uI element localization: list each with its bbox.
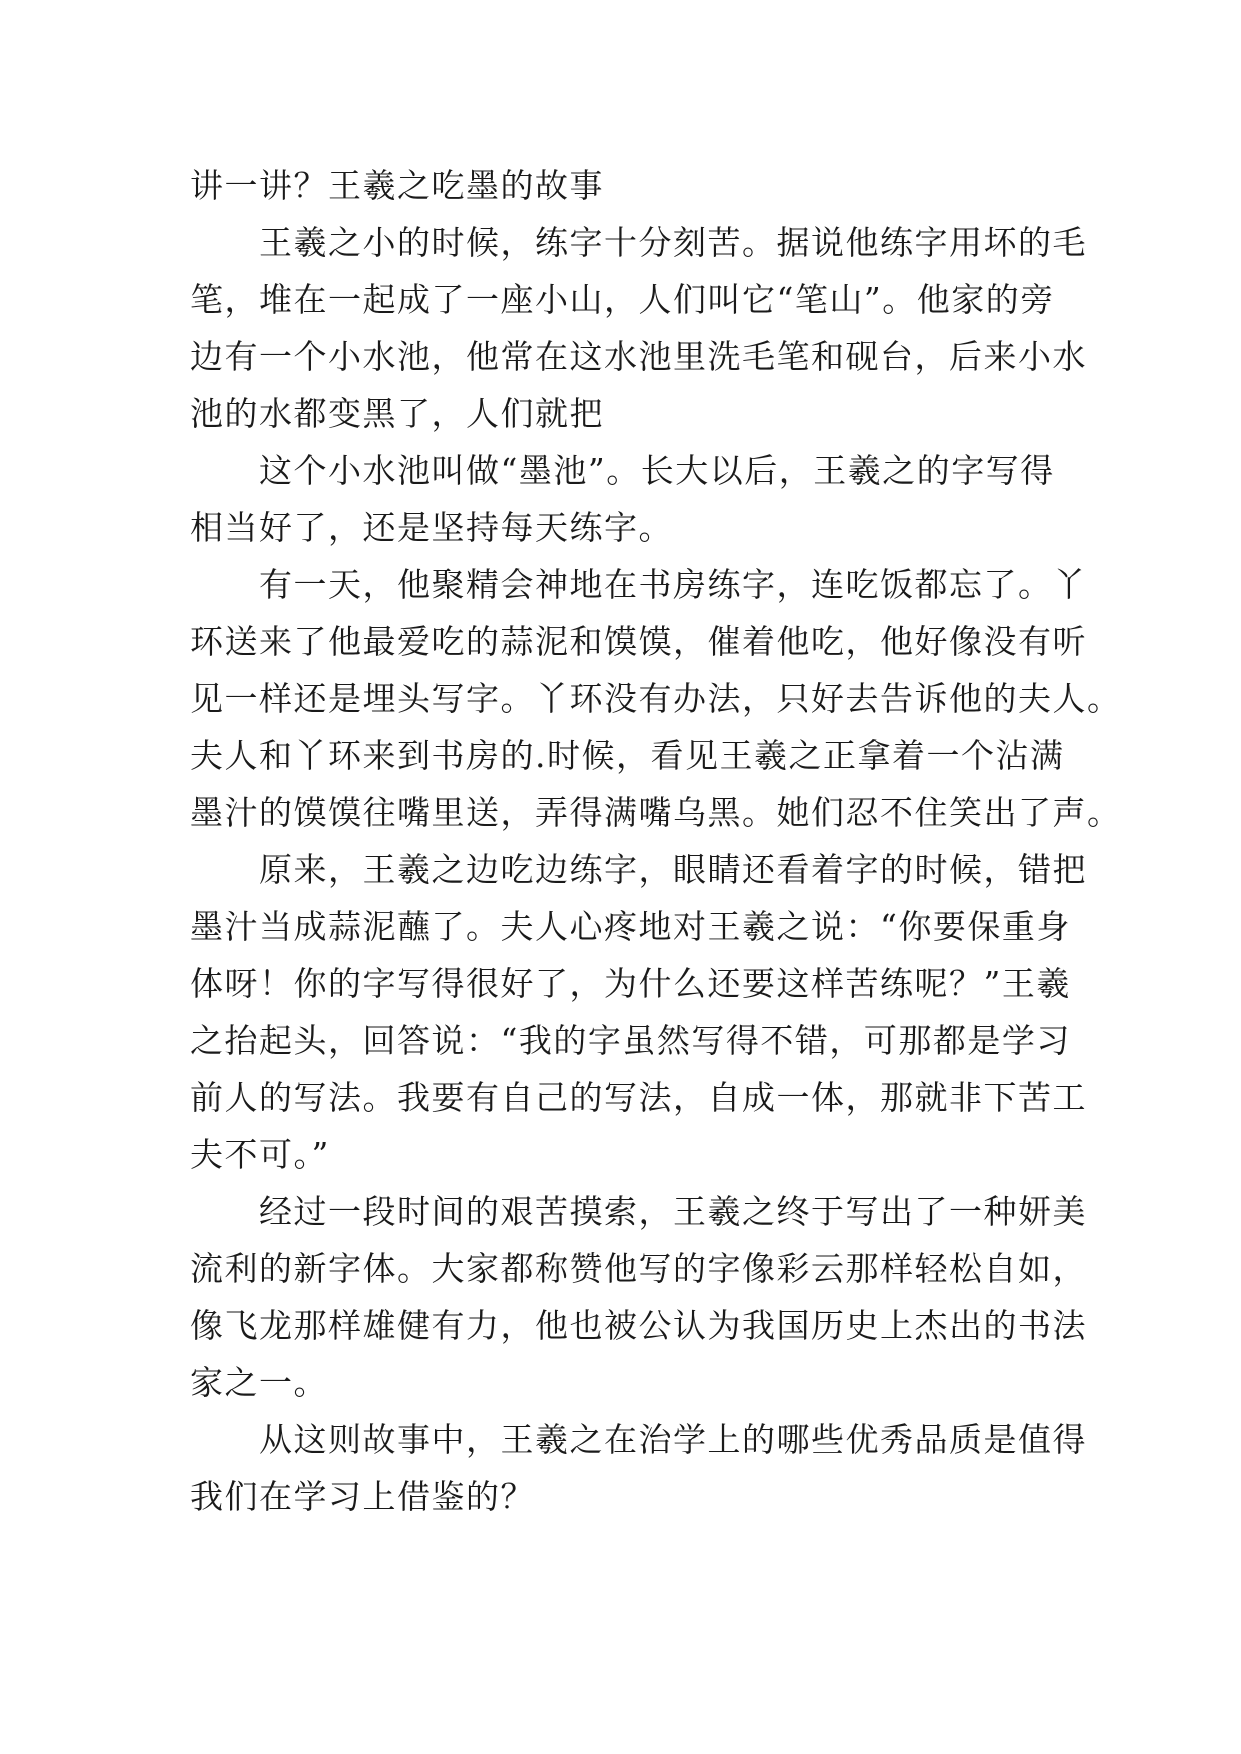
paragraph-line: 环送来了他最爱吃的蒜泥和馍馍，催着他吃，他好像没有听: [190, 622, 1087, 661]
paragraph-line: 体呀！你的字写得很好了，为什么还要这样苦练呢？”王羲: [190, 964, 1071, 1003]
paragraph-line: 经过一段时间的艰苦摸索，王羲之终于写出了一种妍美: [190, 1192, 1087, 1231]
paragraph-line: 家之一。: [190, 1363, 328, 1402]
paragraph-line: 墨汁当成蒜泥蘸了。夫人心疼地对王羲之说：“你要保重身: [190, 907, 1071, 946]
document-body: [190, 157, 1122, 1525]
paragraph-line: 之抬起头，回答说：“我的字虽然写得不错，可那都是学习: [190, 1021, 1071, 1060]
paragraph-line: 前人的写法。我要有自己的写法，自成一体，那就非下苦工: [190, 1078, 1087, 1117]
question-line: 从这则故事中，王羲之在治学上的哪些优秀品质是值得: [190, 1420, 1087, 1459]
question-line: 我们在学习上借鉴的？: [190, 1477, 535, 1516]
paragraph-line: 像飞龙那样雄健有力，他也被公认为我国历史上杰出的书法: [190, 1306, 1087, 1345]
paragraph-line: 流利的新字体。大家都称赞他写的字像彩云那样轻松自如，: [190, 1249, 1087, 1288]
paragraph-line: 相当好了，还是坚持每天练字。: [190, 508, 673, 547]
paragraph-line: 见一样还是埋头写字。丫环没有办法，只好去告诉他的夫人。: [190, 679, 1122, 718]
paragraph-line: 墨汁的馍馍往嘴里送，弄得满嘴乌黑。她们忍不住笑出了声。: [190, 793, 1122, 832]
paragraph-line: 池的水都变黑了，人们就把: [190, 394, 604, 433]
paragraph-line: 夫不可。”: [190, 1135, 330, 1174]
paragraph-line: 这个小水池叫做“墨池”。长大以后，王羲之的字写得: [190, 451, 1055, 490]
paragraph-line: 原来，王羲之边吃边练字，眼睛还看着字的时候，错把: [190, 850, 1087, 889]
paragraph-line: 有一天，他聚精会神地在书房练字，连吃饭都忘了。丫: [190, 565, 1087, 604]
paragraph-line: 王羲之小的时候，练字十分刻苦。据说他练字用坏的毛: [190, 223, 1087, 262]
paragraph-line: 边有一个小水池，他常在这水池里洗毛笔和砚台，后来小水: [190, 337, 1087, 376]
document-title-line: 讲一讲？王羲之吃墨的故事: [190, 166, 604, 205]
paragraph-line: 笔，堆在一起成了一座小山，人们叫它“笔山”。他家的旁: [190, 280, 1055, 319]
paragraph-line: 夫人和丫环来到书房的.时候，看见王羲之正拿着一个沾满: [190, 736, 1065, 775]
